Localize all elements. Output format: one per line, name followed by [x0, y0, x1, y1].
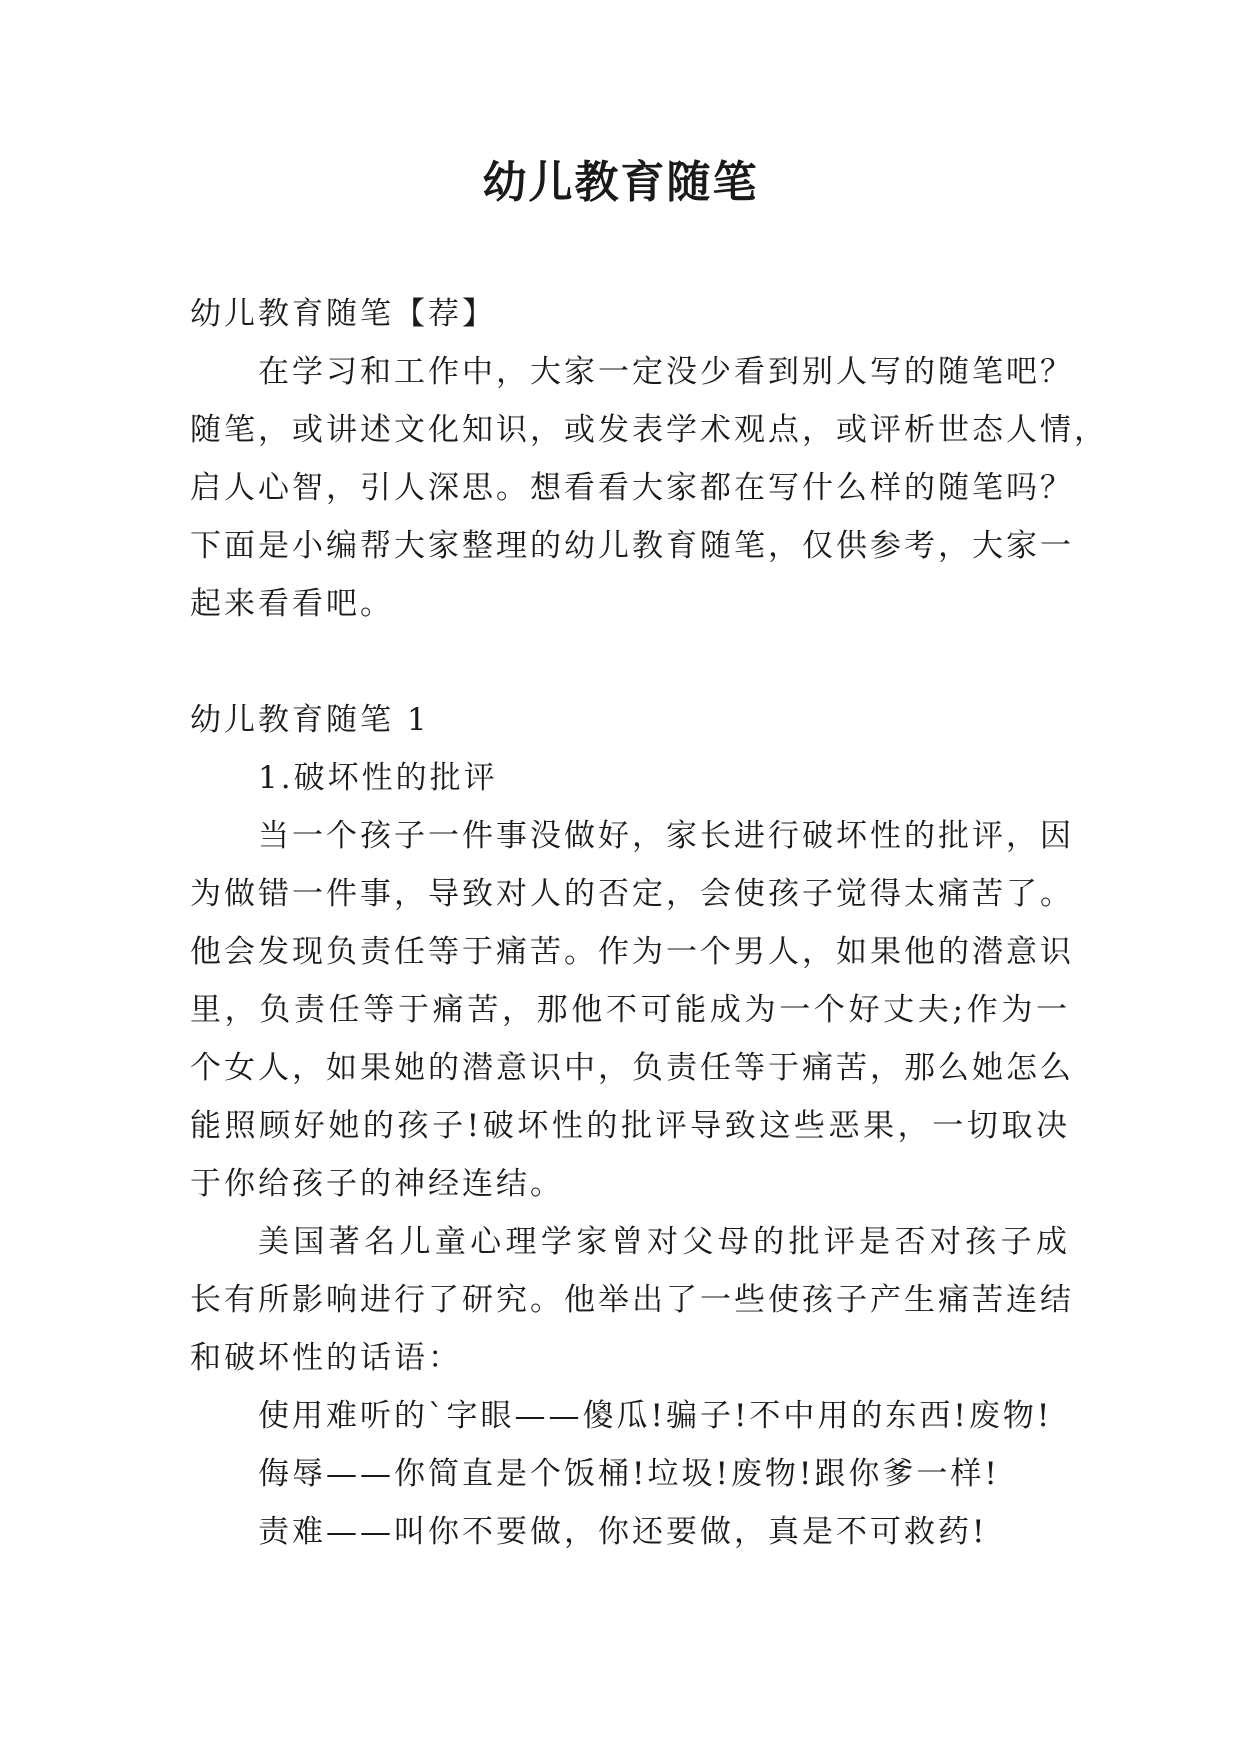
- document-body: [190, 285, 1108, 1561]
- text-line: 随笔，或讲述文化知识，或发表学术观点，或评析世态人情，: [190, 412, 1108, 448]
- paragraph-gap: [190, 633, 1070, 691]
- text-line: 在学习和工作中，大家一定没少看到别人写的随笔吧？: [258, 354, 1074, 390]
- text-line: 起来看看吧。: [190, 586, 394, 622]
- text-line: 当一个孩子一件事没做好，家长进行破坏性的批评，因: [258, 818, 1074, 854]
- document-title: 幼儿教育随笔: [482, 157, 759, 208]
- text-line: 启人心智，引人深思。想看看大家都在写什么样的随笔吗？: [190, 470, 1074, 506]
- text-line: 幼儿教育随笔 1: [190, 702, 430, 738]
- text-line: 幼儿教育随笔【荐】: [190, 296, 496, 332]
- text-line: 侮辱——你简直是个饭桶!垃圾!废物!跟你爹一样!: [258, 1456, 1000, 1492]
- text-line: 和破坏性的话语：: [190, 1340, 462, 1376]
- text-line: 长有所影响进行了研究。他举出了一些使孩子产生痛苦连结: [190, 1282, 1074, 1318]
- text-line: 美国著名儿童心理学家曾对父母的批评是否对孩子成: [258, 1224, 1070, 1260]
- text-line: 为做错一件事，导致对人的否定，会使孩子觉得太痛苦了。: [190, 876, 1074, 912]
- text-line: 能照顾好她的孩子!破坏性的批评导致这些恶果，一切取决: [190, 1108, 1070, 1144]
- text-line: 责难——叫你不要做，你还要做，真是不可救药!: [258, 1514, 988, 1550]
- text-line: 里，负责任等于痛苦，那他不可能成为一个好丈夫;作为一: [190, 992, 1070, 1028]
- text-line: 于你给孩子的神经连结。: [190, 1166, 564, 1202]
- text-line: 个女人，如果她的潜意识中，负责任等于痛苦，那么她怎么: [190, 1050, 1074, 1086]
- text-line: 他会发现负责任等于痛苦。作为一个男人，如果他的潜意识: [190, 934, 1074, 970]
- text-line: 使用难听的`字眼——傻瓜!骗子!不中用的东西!废物!: [258, 1398, 1053, 1434]
- text-line: 1.破坏性的批评: [258, 760, 498, 796]
- text-line: 下面是小编帮大家整理的幼儿教育随笔，仅供参考，大家一: [190, 528, 1074, 564]
